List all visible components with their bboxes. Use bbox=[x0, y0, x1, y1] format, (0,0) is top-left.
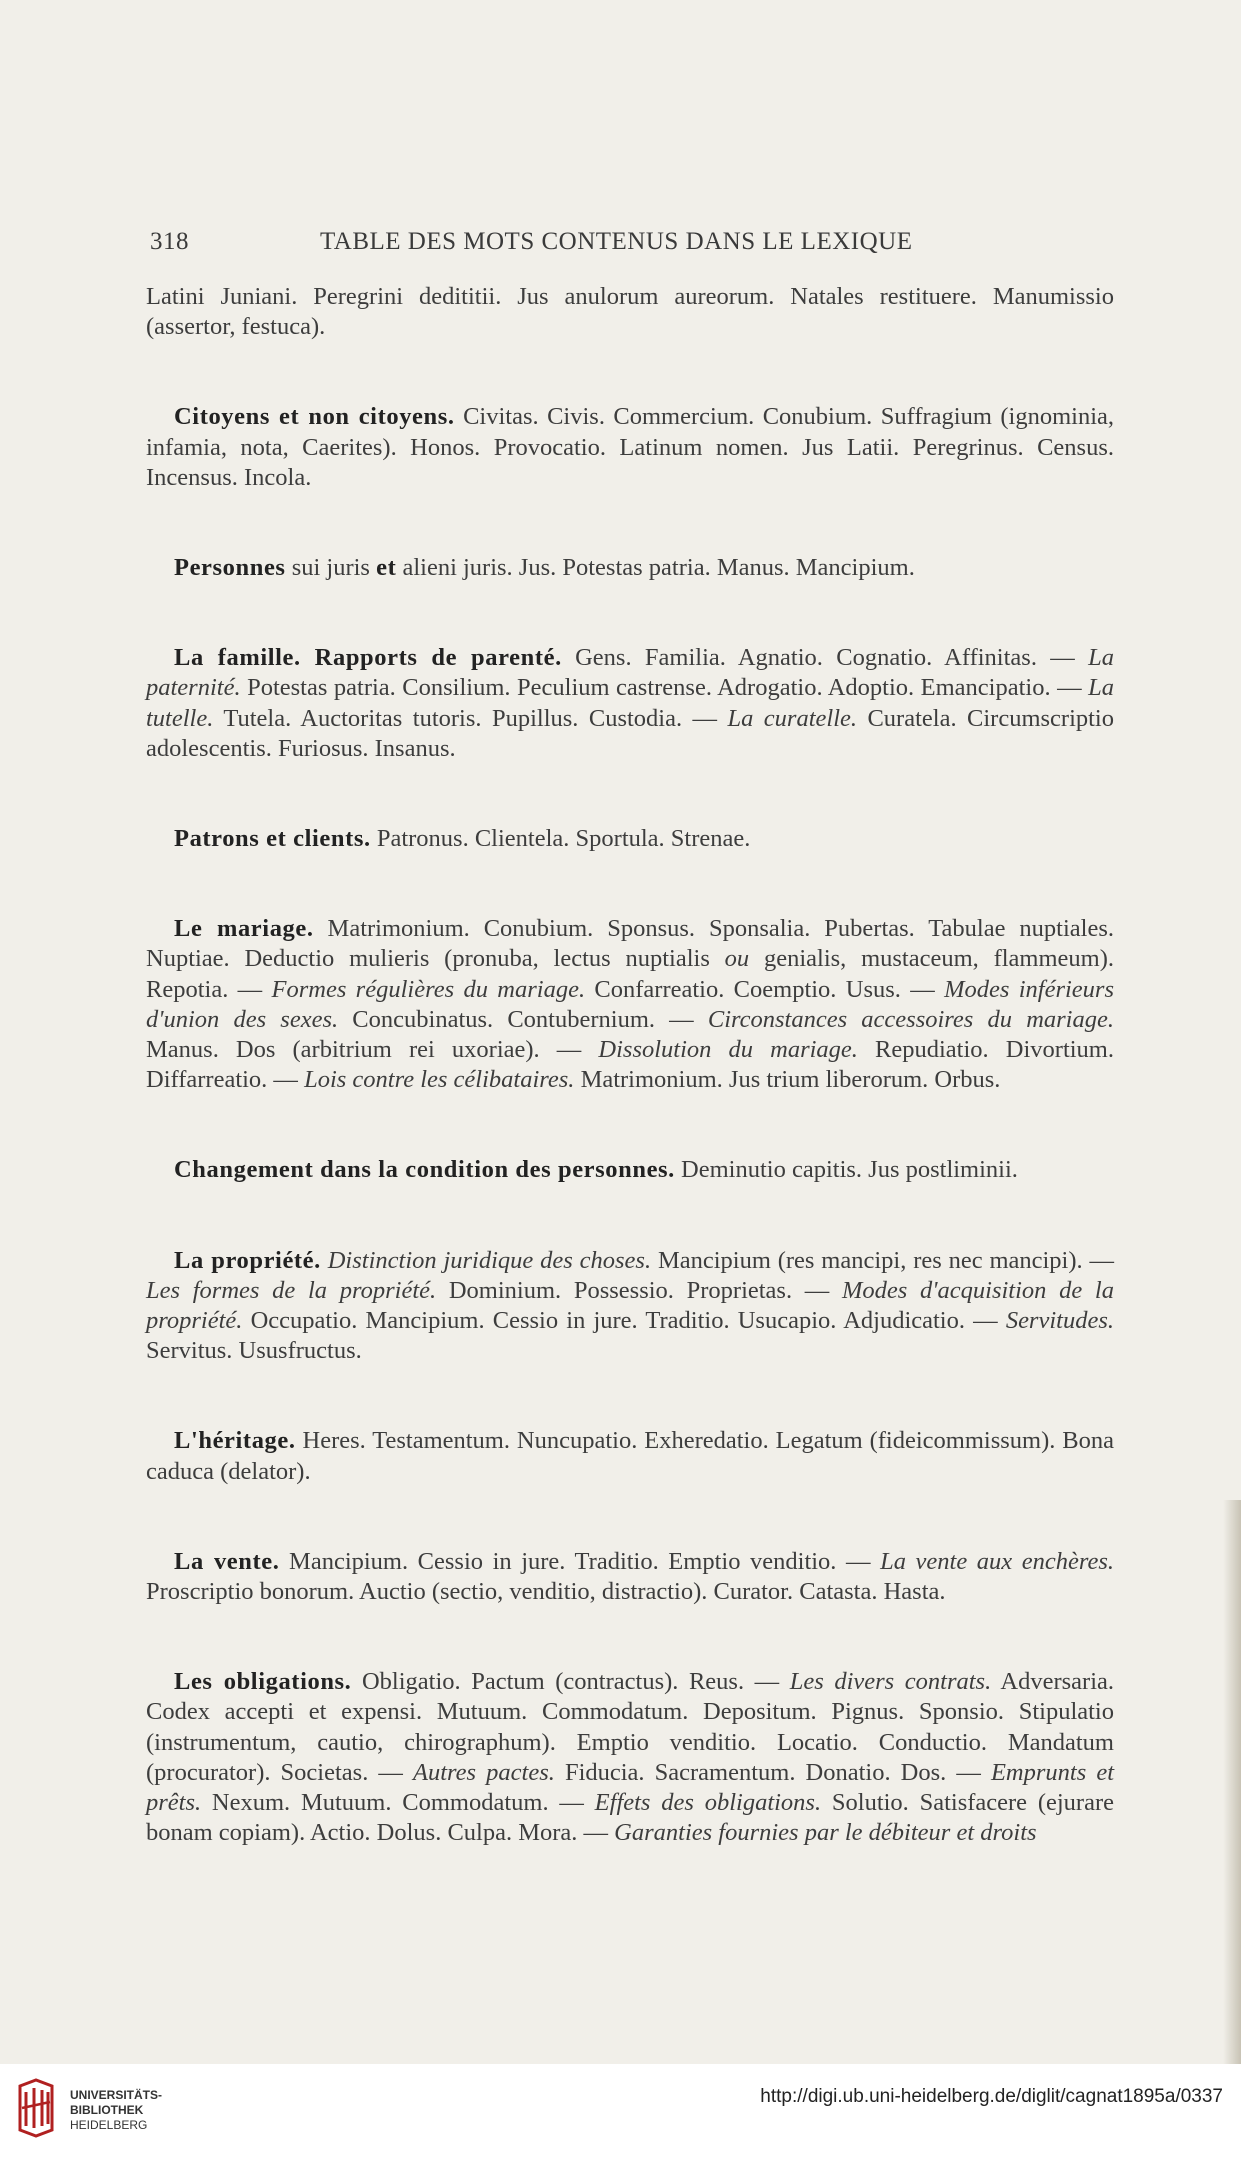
lexicon-paragraph bbox=[146, 1155, 1114, 1185]
lexicon-paragraph bbox=[146, 643, 1114, 764]
entry-text: Solutio. Satisfacere (ejurare bonam copiam). Actio. Dolus. Culpa. Mora. — bbox=[146, 1789, 1115, 1847]
page-number: 318 bbox=[150, 228, 189, 255]
subsection-italic: Circonstances accessoires du mariage. bbox=[707, 1005, 1114, 1033]
entry-text: Tutela. Auctoritas tutoris. Pupillus. Custodia. — bbox=[213, 704, 728, 732]
subsection-italic: Les formes de la propriété. bbox=[146, 1276, 437, 1304]
lexicon-paragraph bbox=[146, 824, 1114, 854]
lexicon-paragraph bbox=[146, 402, 1114, 493]
subsection-italic: Effets des obligations. bbox=[594, 1789, 822, 1817]
entry-text: Concubinatus. Contubernium. — bbox=[338, 1005, 708, 1033]
subsection-italic: Lois contre les célibataires. bbox=[304, 1066, 575, 1094]
subsection-italic: Autres pactes. bbox=[413, 1758, 555, 1786]
lexicon-paragraph bbox=[146, 1547, 1114, 1607]
entry-text: Dominium. Possessio. Proprietas. — bbox=[436, 1276, 842, 1304]
entry-text: Heres. Testamentum. Nuncupatio. Exheredatio. Legatum (fideicommissum). Bona caduca (delator). bbox=[146, 1427, 1114, 1485]
lexicon-paragraph bbox=[146, 553, 1114, 583]
entry-text: Gens. Familia. Agnatio. Cognatio. Affinitas. — bbox=[561, 644, 1089, 672]
section-heading: Le mariage. bbox=[174, 915, 314, 943]
heidelberg-library-logo-icon bbox=[14, 2078, 58, 2138]
subsection-italic: La curatelle. bbox=[727, 704, 858, 732]
section-heading: Changement dans la condition des personnes. bbox=[174, 1156, 675, 1184]
entry-text: Potestas patria. Consilium. Peculium castrense. Adrogatio. Adoptio. Emancipatio. — bbox=[240, 674, 1089, 702]
section-heading: Citoyens et non citoyens. bbox=[174, 403, 455, 431]
entry-text: Curatela. Circumscriptio adolescentis. Furiosus. Insanus. bbox=[146, 704, 1114, 762]
section-heading: L'héritage. bbox=[174, 1427, 296, 1455]
entry-text: Nexum. Mutuum. Commodatum. — bbox=[201, 1789, 595, 1817]
entry-text: Civitas. Civis. Commercium. Conubium. Suffragium (ignominia, infamia, nota, Caerites). Honos. Provocatio. Latinum nomen. Jus Latii. Peregrinus. Census. Incensus. Incola. bbox=[146, 403, 1114, 491]
lexicon-paragraph bbox=[146, 914, 1114, 1095]
running-title: TABLE DES MOTS CONTENUS DANS LE LEXIQUE bbox=[320, 228, 913, 255]
entry-text: Fiducia. Sacramentum. Donatio. Dos. — bbox=[554, 1758, 991, 1786]
entry-text: Adversaria. Codex accepti et expensi. Mutuum. Commodatum. Depositum. Pignus. Sponsio. Stipulatio (instrumentum, cautio, chirographum). Emptio venditio. Locatio. Conductio. Mandatum (procurator). Societas. — bbox=[146, 1668, 1115, 1786]
subsection-italic: Formes régulières du mariage. bbox=[271, 975, 586, 1003]
section-heading: Patrons et clients. bbox=[174, 825, 371, 853]
entry-text: Matrimonium. Conubium. Sponsus. Sponsalia. Pubertas. Tabulae nuptiales. Nuptiae. Deductio mulieris (pronuba, lectus nuptialis bbox=[146, 915, 1114, 973]
entry-text: Servitus. Ususfructus. bbox=[146, 1337, 362, 1365]
subsection-italic: Emprunts et prêts. bbox=[146, 1758, 1114, 1817]
section-heading: et bbox=[376, 554, 397, 582]
subsection-italic: Garanties fournies par le débiteur et droits bbox=[614, 1819, 1037, 1847]
library-name-line-3: HEIDELBERG bbox=[70, 2118, 148, 2132]
section-heading: La vente. bbox=[174, 1547, 280, 1575]
entry-text: Matrimonium. Jus trium liberorum. Orbus. bbox=[574, 1066, 1001, 1094]
section-heading: Les obligations. bbox=[174, 1668, 352, 1696]
subsection-italic: La vente aux enchères. bbox=[880, 1547, 1114, 1575]
footer-bar bbox=[0, 2064, 1241, 2160]
lexicon-paragraph bbox=[146, 1246, 1114, 1367]
entry-text: Obligatio. Pactum (contractus). Reus. — bbox=[351, 1668, 790, 1696]
lexicon-paragraph bbox=[146, 1426, 1114, 1486]
entry-text: Repudiatio. Divortium. Diffarreatio. — bbox=[146, 1036, 1114, 1094]
entry-text: Latini Juniani. Peregrini dedititii. Jus anulorum aureorum. Natales restituere. Manumissio (assertor, festuca). bbox=[146, 283, 1114, 341]
library-name-line-1: UNIVERSITÄTS- bbox=[70, 2088, 163, 2102]
entry-text: sui juris bbox=[285, 554, 377, 582]
lexicon-paragraph bbox=[146, 1667, 1114, 1848]
entry-text: Patronus. Clientela. Sportula. Strenae. bbox=[370, 825, 751, 853]
library-name-line-2: BIBLIOTHEK bbox=[70, 2103, 144, 2117]
lexicon-table-text bbox=[146, 282, 1114, 1909]
continued-paragraph bbox=[146, 282, 1114, 342]
subsection-italic: Servitudes. bbox=[1005, 1307, 1114, 1335]
entry-text: Manus. Dos (arbitrium rei uxoriae). — bbox=[146, 1036, 599, 1064]
subsection-italic: La tutelle. bbox=[146, 674, 1114, 732]
page-edge-shadow bbox=[1223, 1500, 1241, 2064]
section-heading: Personnes bbox=[174, 554, 286, 582]
entry-text: Deminutio capitis. Jus postliminii. bbox=[674, 1156, 1018, 1184]
page-header bbox=[150, 228, 940, 268]
subsection-italic: Les divers contrats. bbox=[789, 1668, 992, 1696]
subsection-italic: Distinction juridique des choses. bbox=[327, 1246, 652, 1274]
entry-text: genialis, mustaceum, flammeum). Repotia. — bbox=[146, 945, 1114, 1003]
section-heading: La propriété. bbox=[174, 1246, 321, 1274]
entry-text: Mancipium (res mancipi, res nec mancipi). — bbox=[651, 1246, 1114, 1274]
subsection-italic: ou bbox=[724, 945, 750, 973]
subsection-italic: Modes d'acquisition de la propriété. bbox=[146, 1276, 1114, 1335]
entry-text: alieni juris. Jus. Potestas patria. Manus. Mancipium. bbox=[396, 554, 915, 582]
entry-text: Mancipium. Cessio in jure. Traditio. Emptio venditio. — bbox=[279, 1547, 881, 1575]
entry-text: Confarreatio. Coemptio. Usus. — bbox=[585, 975, 945, 1003]
source-url-link[interactable]: http://digi.ub.uni-heidelberg.de/diglit/cagnat1895a/0337 bbox=[760, 2086, 1223, 2107]
subsection-italic: La paternité. bbox=[146, 644, 1114, 702]
section-heading: La famille. Rapports de parenté. bbox=[174, 644, 562, 672]
subsection-italic: Modes inférieurs d'union des sexes. bbox=[146, 975, 1115, 1033]
library-name bbox=[70, 2088, 162, 2133]
entry-text: Proscriptio bonorum. Auctio (sectio, venditio, distractio). Curator. Catasta. Hasta. bbox=[146, 1578, 946, 1606]
entry-text bbox=[321, 1247, 328, 1274]
entry-text: Occupatio. Mancipium. Cessio in jure. Traditio. Usucapio. Adjudicatio. — bbox=[242, 1307, 1006, 1335]
subsection-italic: Dissolution du mariage. bbox=[598, 1036, 858, 1064]
